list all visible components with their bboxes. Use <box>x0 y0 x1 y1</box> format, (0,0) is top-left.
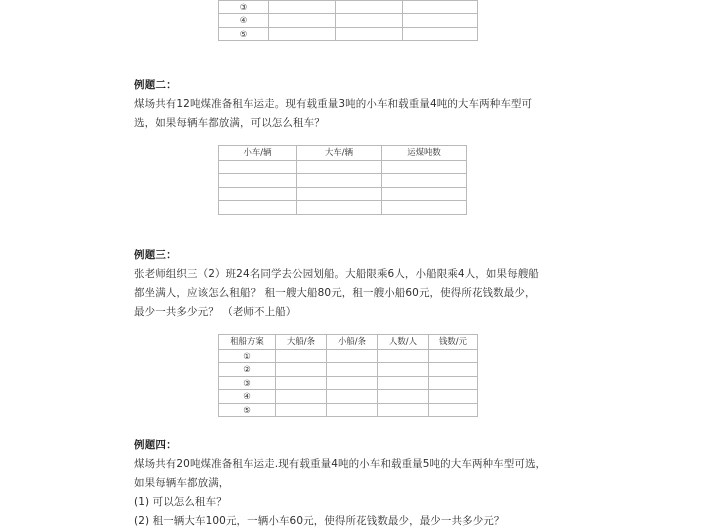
row-marker: ④ <box>219 390 276 404</box>
cell[interactable] <box>219 160 297 174</box>
cell[interactable] <box>327 403 378 417</box>
cell[interactable] <box>429 363 478 377</box>
table-row <box>219 27 478 41</box>
cell[interactable] <box>297 174 382 188</box>
cell[interactable] <box>382 187 467 201</box>
cell[interactable] <box>378 403 429 417</box>
table-row <box>219 390 478 404</box>
cell[interactable] <box>336 27 403 41</box>
table-row <box>219 0 478 14</box>
example-two-line-2: 选，如果每辆车都放满，可以怎么租车？ <box>134 117 325 129</box>
cell[interactable] <box>336 14 403 28</box>
row-marker: ④ <box>219 14 269 28</box>
cell[interactable] <box>276 390 327 404</box>
cell[interactable] <box>403 0 478 14</box>
table-row <box>219 174 467 188</box>
cell[interactable] <box>297 160 382 174</box>
example-four-line-1: 煤场共有20吨煤准备租车运走.现有载重量4吨的小车和载重量5吨的大车两种车型可选， <box>134 458 547 470</box>
cell[interactable] <box>429 403 478 417</box>
table-header-row <box>219 146 467 161</box>
cell[interactable] <box>269 0 336 14</box>
cell[interactable] <box>429 390 478 404</box>
column-header: 小车/辆 <box>219 146 297 161</box>
column-header: 人数/人 <box>378 335 429 350</box>
cell[interactable] <box>403 27 478 41</box>
example-four-title: 例题四： <box>134 439 177 451</box>
table-row <box>219 14 478 28</box>
cell[interactable] <box>403 14 478 28</box>
example-three-title: 例题三： <box>134 249 177 261</box>
cell[interactable] <box>327 349 378 363</box>
cell[interactable] <box>276 376 327 390</box>
table-header-row <box>219 335 478 350</box>
row-marker: ② <box>219 363 276 377</box>
row-marker: ① <box>219 349 276 363</box>
example-two-table <box>218 145 467 215</box>
cell[interactable] <box>297 201 382 215</box>
table-row <box>219 376 478 390</box>
example-four-section <box>134 436 574 531</box>
cell[interactable] <box>276 349 327 363</box>
top-partial-table <box>218 0 478 41</box>
table-row <box>219 403 478 417</box>
cell[interactable] <box>276 403 327 417</box>
table-row <box>219 363 478 377</box>
table-row <box>219 201 467 215</box>
example-two-title: 例题二： <box>134 79 177 91</box>
cell[interactable] <box>378 390 429 404</box>
cell[interactable] <box>429 349 478 363</box>
example-three-table <box>218 334 478 417</box>
column-header: 大车/辆 <box>297 146 382 161</box>
cell[interactable] <box>336 0 403 14</box>
cell[interactable] <box>378 363 429 377</box>
cell[interactable] <box>219 187 297 201</box>
cell[interactable] <box>327 390 378 404</box>
example-four-question-2: (2) 租一辆大车100元，一辆小车60元，使得所花钱数最少，最少一共多少元？ <box>134 515 505 527</box>
example-four-question-1: (1) 可以怎么租车？ <box>134 496 227 508</box>
cell[interactable] <box>297 187 382 201</box>
column-header: 租船方案 <box>219 335 276 350</box>
cell[interactable] <box>429 376 478 390</box>
cell[interactable] <box>269 27 336 41</box>
cell[interactable] <box>269 14 336 28</box>
cell[interactable] <box>382 174 467 188</box>
example-three-line-1: 张老师组织三（2）班24名同学去公园划船。大船限乘6人，小船限乘4人，如果每艘船 <box>134 268 539 280</box>
table-row <box>219 160 467 174</box>
cell[interactable] <box>382 160 467 174</box>
column-header: 小船/条 <box>327 335 378 350</box>
row-marker: ③ <box>219 0 269 14</box>
cell[interactable] <box>327 363 378 377</box>
example-two-line-1: 煤场共有12吨煤准备租车运走。现有载重量3吨的小车和载重量4吨的大车两种车型可 <box>134 98 533 110</box>
example-four-line-2: 如果每辆车都放满， <box>134 477 230 489</box>
cell[interactable] <box>219 201 297 215</box>
row-marker: ③ <box>219 376 276 390</box>
cell[interactable] <box>378 349 429 363</box>
cell[interactable] <box>382 201 467 215</box>
table-row <box>219 349 478 363</box>
column-header: 运煤吨数 <box>382 146 467 161</box>
row-marker: ⑤ <box>219 403 276 417</box>
row-marker: ⑤ <box>219 27 269 41</box>
column-header: 大船/条 <box>276 335 327 350</box>
cell[interactable] <box>219 174 297 188</box>
cell[interactable] <box>276 363 327 377</box>
table-row <box>219 187 467 201</box>
cell[interactable] <box>378 376 429 390</box>
example-three-line-3: 最少一共多少元？ （老师不上船） <box>134 306 297 318</box>
cell[interactable] <box>327 376 378 390</box>
example-three-section <box>134 246 574 322</box>
column-header: 钱数/元 <box>429 335 478 350</box>
example-three-line-2: 都坐满人，应该怎么租船？ 租一艘大船80元，租一艘小船60元，使得所花钱数最少， <box>134 287 536 299</box>
example-two-section <box>134 76 574 133</box>
